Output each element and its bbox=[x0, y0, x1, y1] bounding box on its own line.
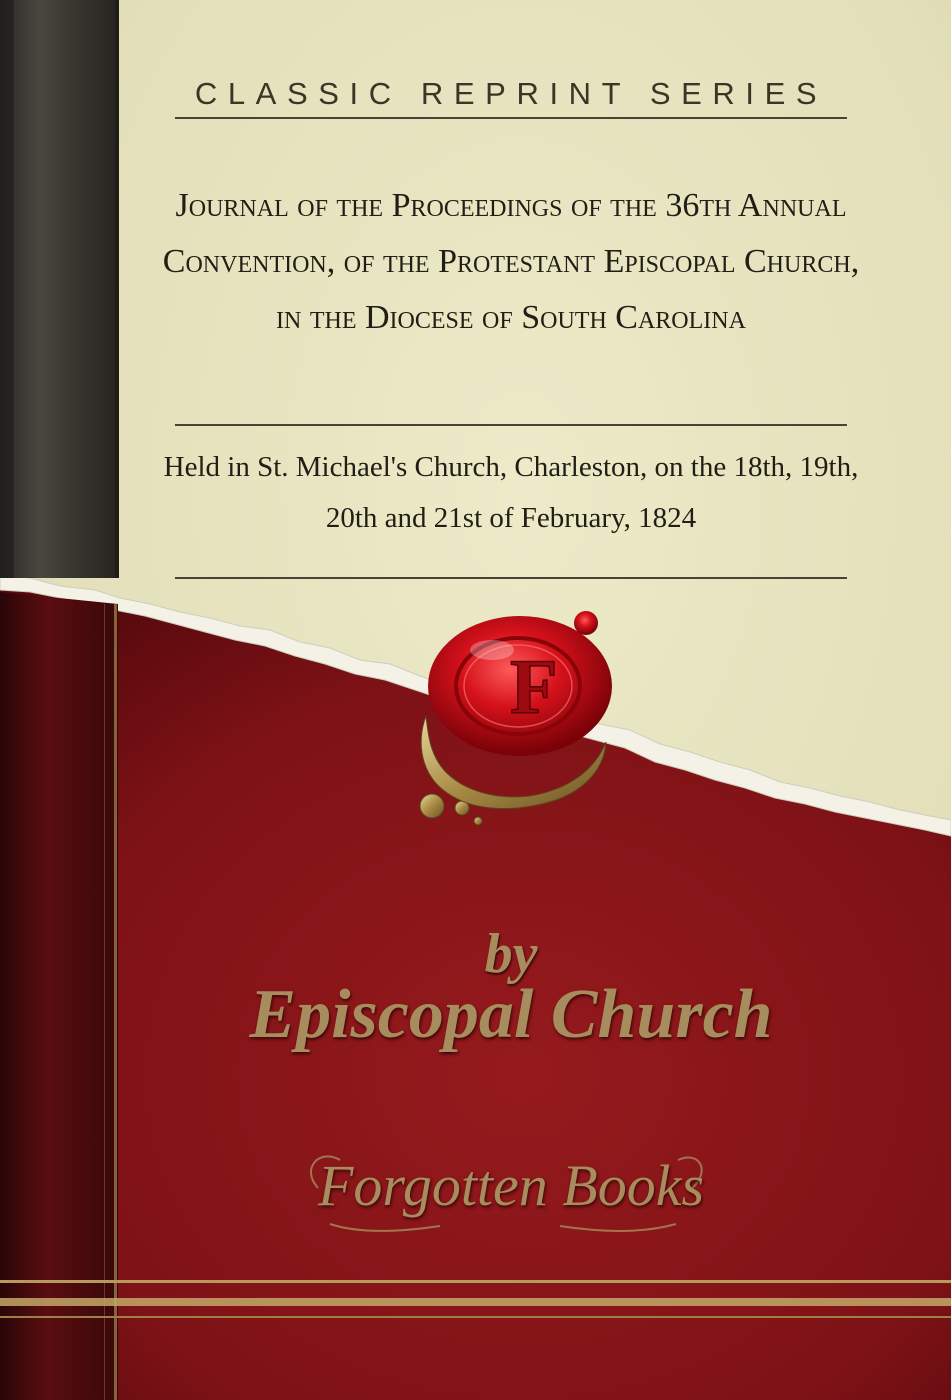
byline: by bbox=[484, 923, 538, 985]
svg-text:F: F bbox=[510, 643, 558, 730]
author-name: Episcopal Church bbox=[249, 976, 773, 1053]
top-rule bbox=[175, 117, 847, 119]
publisher-logo: Forgotten Books bbox=[317, 1153, 705, 1218]
middle-rule bbox=[175, 424, 847, 426]
book-title: Journal of the Proceedings of the 36th Annual Convention, of the Protestant Episcopal Church, in the Diocese of South Carolina bbox=[162, 187, 860, 336]
bottom-rule bbox=[175, 577, 847, 579]
book-subtitle: Held in St. Michael's Church, Charleston, on the 18th, 19th, 20th and 21st of February, 1824 bbox=[163, 451, 859, 534]
series-name: CLASSIC REPRINT SERIES bbox=[194, 76, 828, 111]
